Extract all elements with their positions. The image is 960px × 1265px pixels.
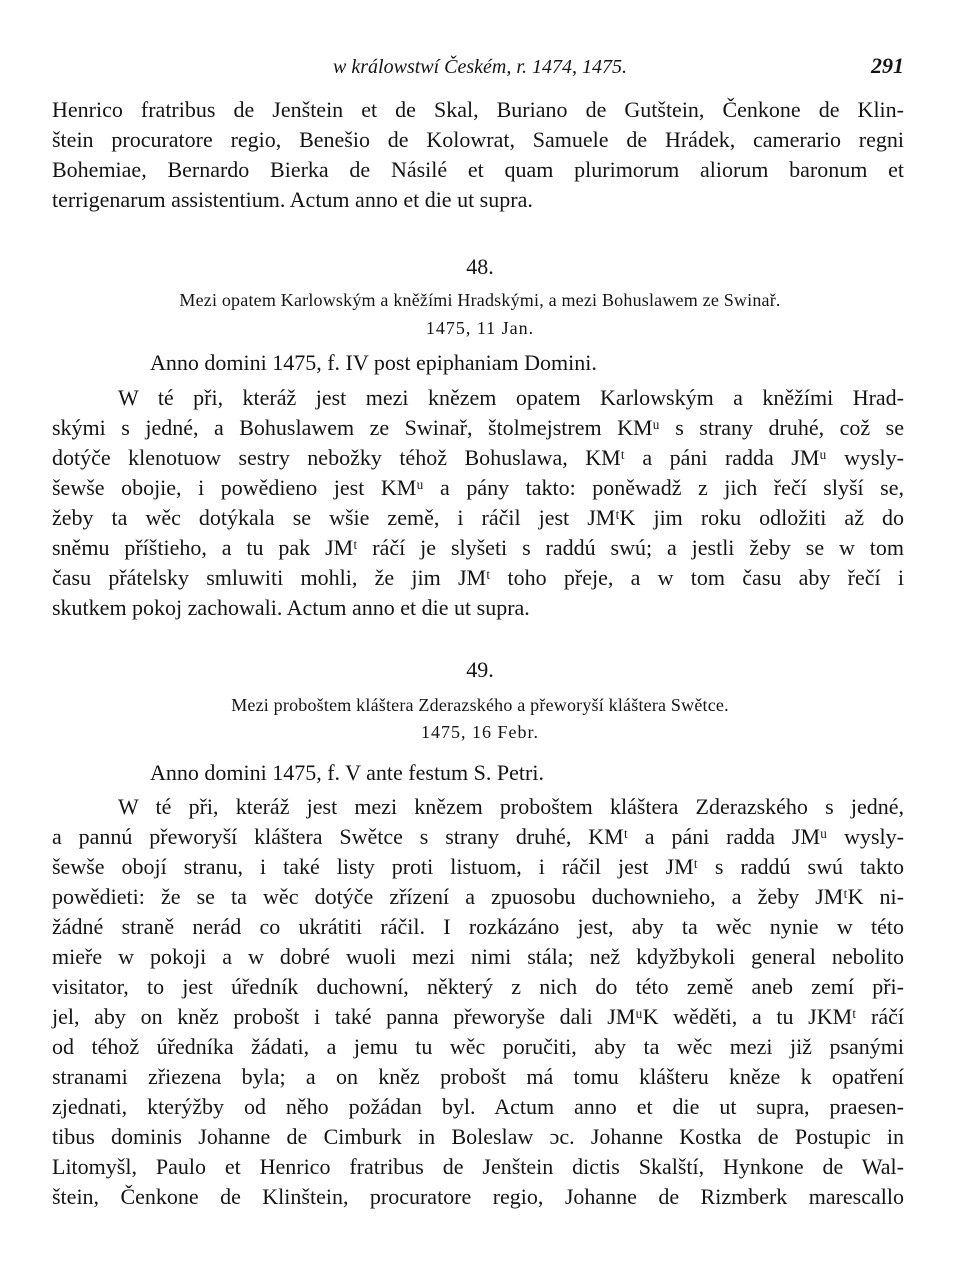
section-date: 1475, 11 Jan. (425, 318, 535, 338)
paragraph-line: šewše obojí stranu, i také listy proti listuom, i ráčil jest JMᵗ s raddú swú takto (52, 854, 904, 879)
paragraph-line: času přátelsky smluwiti mohli, že jim JMᵗ toho přeje, a w tom času aby řečí i (52, 565, 904, 590)
paragraph-line: Litomyšl, Paulo et Henrico fratribus de Jenštein dictis Skalští, Hynkone de Wal- (52, 1154, 904, 1179)
paragraph-line: powědieti: že se ta wěc dotýče zřízení a zpuosobu duchownieho, a žeby JMᵗK ni- (52, 884, 904, 909)
paragraph-line: W té při, kteráž jest mezi knězem opatem Karlowským a kněžími Hrad- (118, 385, 904, 410)
intro-line: Henrico fratribus de Jenštein et de Skal, Buriano de Gutštein, Čenkone de Klin- (52, 97, 904, 122)
section-title: Mezi opatem Karlowským a kněžími Hradskými, a mezi Bohuslawem ze Swinař. (179, 290, 781, 310)
paragraph-line: od téhož úředníka žádati, a jemu tu wěc poručiti, aby ta wěc mezi již psanými (52, 1034, 904, 1059)
section-number: 48. (466, 254, 494, 279)
paragraph-line: tibus dominis Johanne de Cimburk in Boleslaw ɔc. Johanne Kostka de Postupic in (52, 1124, 904, 1149)
section-dateline: Anno domini 1475, f. V ante festum S. Petri. (150, 760, 544, 785)
paragraph-line: štein, Čenkone de Klinštein, procuratore regio, Johanne de Rizmberk marescallo (52, 1184, 904, 1209)
running-title: w králowstwí Českém, r. 1474, 1475. (333, 56, 627, 78)
paragraph-line: žádné straně nerád co ukrátiti ráčil. I rozkázáno jest, aby ta wěc nynie w této (52, 914, 904, 939)
intro-line: terrigenarum assistentium. Actum anno et die ut supra. (52, 187, 533, 212)
paragraph-line: skými s jedné, a Bohuslawem ze Swinař, štolmejstrem KMᵘ s strany druhé, což se (52, 415, 904, 440)
paragraph-line: šewše obojie, i powědieno jest KMᵘ a pány takto: poněwadž z jich řečí slyší se, (52, 475, 904, 500)
section-title: Mezi proboštem kláštera Zderazského a přeworyší kláštera Swětce. (231, 695, 729, 715)
page-number: 291 (871, 53, 904, 78)
paragraph-line: dotýče klenotuow sestry nebožky téhož Bohuslawa, KMᵗ a páni radda JMᵘ wysly- (52, 445, 904, 470)
paragraph-line: jel, aby on kněz probošt i také panna přeworyše dali JMᵘK wěděti, a tu JKMᵗ ráčí (52, 1004, 904, 1029)
intro-line: Bohemiae, Bernardo Bierka de Násilé et quam plurimorum aliorum baronum et (52, 157, 904, 182)
paragraph-line: mieře w pokoji a w dobré wuoli mezi nimi stála; než kdyžbykoli general nebolito (52, 944, 904, 969)
paragraph-line: stranami zřiezena byla; a on kněz probošt má tomu klášteru kněze k opatření (52, 1064, 904, 1089)
section-dateline: Anno domini 1475, f. IV post epiphaniam Domini. (150, 350, 597, 375)
paragraph-line: sněmu příštieho, a tu pak JMᵗ ráčí je slyšeti s raddú swú; a jestli žeby se w tom (52, 535, 904, 560)
paragraph-line: skutkem pokoj zachowali. Actum anno et die ut supra. (52, 595, 530, 620)
paragraph-line: visitator, to jest úředník duchowní, některý z nich do této země aneb zemí při- (52, 974, 904, 999)
paragraph-line: žeby ta wěc dotýkala se wšie země, i ráčil jest JMᵗK jim roku odložiti až do (52, 505, 904, 530)
paragraph-line: a pannú přeworyší kláštera Swětce s strany druhé, KMᵗ a páni radda JMᵘ wysly- (52, 824, 904, 849)
section-date: 1475, 16 Febr. (420, 722, 539, 742)
section-number: 49. (466, 657, 494, 682)
intro-line: štein procuratore regio, Benešio de Kolowrat, Samuele de Hrádek, camerario regni (52, 127, 904, 152)
paragraph-line: zjednati, kterýžby od něho požádan byl. Actum anno et die ut supra, praesen- (52, 1094, 904, 1119)
paragraph-line: W té při, kteráž jest mezi knězem proboštem kláštera Zderazského s jedné, (118, 794, 904, 819)
